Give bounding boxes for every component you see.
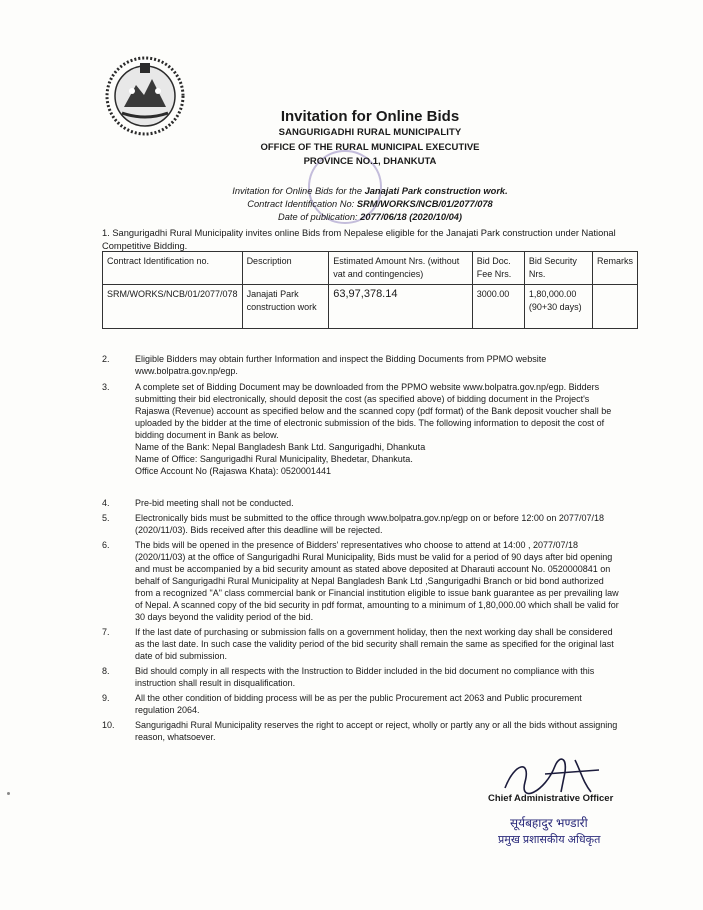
list-item bbox=[102, 497, 622, 509]
item-text: All the other condition of bidding process will be as per the public Procurement act 2063 and Public procurement regulation 2064. bbox=[135, 693, 582, 715]
th-bid-security: Bid Security Nrs. bbox=[524, 252, 592, 285]
list-item bbox=[102, 381, 622, 477]
th-bid-doc-fee: Bid Doc. Fee Nrs. bbox=[472, 252, 524, 285]
item-number: 9. bbox=[102, 693, 110, 703]
intro-2-bold: SRM/WORKS/NCB/01/2077/078 bbox=[356, 199, 493, 209]
item-text: A complete set of Bidding Document may be downloaded from the PPMO website www.bolpatra.gov.np/egp. Bidders submitting their bid electronically, should deposit the cost (as specified above) of bidding document in the Project's Rajaswa (Revenue) account as specified below and the scanned copy (pdf format) of the Bank deposit voucher shall be uploaded by the bidder at the time of electronic submission of the bids. The following information to deposit the cost of bidding document in Bank as below. Name of the Bank: Nepal Bangladesh Bank Ltd. Sangurigadhi, Dhankuta Name of Office: Sangurigadhi Rural Municipality, Bhedetar, Dhankuta. Office Account No (Rajaswa Khata): 0520001441 bbox=[135, 382, 612, 476]
intro-line-1 bbox=[180, 186, 560, 196]
table-row bbox=[103, 285, 638, 329]
bid-table bbox=[102, 251, 638, 329]
item-number: 10. bbox=[102, 720, 115, 730]
conditions-list bbox=[102, 353, 622, 746]
item-number: 8. bbox=[102, 666, 110, 676]
td-bid-security: 1,80,000.00 (90+30 days) bbox=[524, 285, 592, 329]
item-number: 3. bbox=[102, 382, 110, 392]
list-item bbox=[102, 539, 622, 623]
item-number: 2. bbox=[102, 354, 110, 364]
intro-2-prefix: Contract Identification No: bbox=[247, 199, 357, 209]
list-item bbox=[102, 692, 622, 716]
item-text: The bids will be opened in the presence of Bidders' representatives who choose to attend at 14:00 , 2077/07/18 (2020/11/03) at the office of Sangurigadhi Rural Municipality, Bids must be valid for a period of 90 days after bid opening and must be accompanied by a bid security amount as stated above deposited at Dharauti account No. 0520000841 on behalf of Sangurigadhi Rural Municipality at Nepal Bangladesh Bank Ltd ,Sangurigadhi Branch or bid bond authorized from a recognized "A" class commercial bank or Financial institution eligible to issue bank guarantee as per prevailing law of Nepal. A scanned copy of the bid security in pdf format, amounting to a minimum of 1,80,000.00 which shall be valid for 30 days beyond the validity period of the bid. bbox=[135, 540, 619, 622]
org-line-3: PROVINCE NO.1, DHANKUTA bbox=[303, 156, 437, 167]
nepal-emblem-icon bbox=[104, 55, 186, 137]
intro-line-3 bbox=[180, 212, 560, 222]
item-text: Sangurigadhi Rural Municipality reserves the right to accept or reject, wholly or partly any or all the bids without assigning reason, whatsoever. bbox=[135, 720, 618, 742]
td-remarks bbox=[592, 285, 637, 329]
intro-1-bold: Janajati Park construction work. bbox=[364, 186, 508, 196]
th-description: Description bbox=[242, 252, 329, 285]
intro-3-prefix: Date of publication: bbox=[277, 212, 361, 222]
item-number: 7. bbox=[102, 627, 110, 637]
org-line-1: SANGURIGADHI RURAL MUNICIPALITY bbox=[278, 127, 462, 138]
signatory-title: Chief Administrative Officer bbox=[488, 793, 614, 804]
signatory-designation: प्रमुख प्रशासकीय अधिकृत bbox=[498, 834, 601, 846]
list-item bbox=[102, 626, 622, 662]
item-text: Electronically bids must be submitted to the office through www.bolpatra.gov.np/egp on or before 12:00 on 2077/07/18 (2020/11/03). Bids received after this deadline will be rejected. bbox=[135, 513, 604, 535]
th-remarks: Remarks bbox=[592, 252, 637, 285]
page-title: Invitation for Online Bids bbox=[280, 108, 460, 125]
list-item bbox=[102, 665, 622, 689]
item-text: Eligible Bidders may obtain further Information and inspect the Bidding Documents from PPMO website www.bolpatra.gov.np/egp. bbox=[135, 354, 547, 376]
signatory-name: सूर्यबहादुर भण्डारी bbox=[510, 816, 588, 830]
th-estimated-amount: Estimated Amount Nrs. (without vat and contingencies) bbox=[329, 252, 472, 285]
td-estimated-amount: 63,97,378.14 bbox=[329, 285, 472, 329]
item-number: 6. bbox=[102, 540, 110, 550]
td-description: Janajati Park construction work bbox=[242, 285, 329, 329]
item-number: 5. bbox=[102, 513, 110, 523]
item-text: Bid should comply in all respects with the Instruction to Bidder included in the bid document no compliance with this instruction shall result in disqualification. bbox=[135, 666, 595, 688]
org-line-2: OFFICE OF THE RURAL MUNICIPAL EXECUTIVE bbox=[260, 142, 480, 153]
intro-1-prefix: Invitation for Online Bids for the bbox=[232, 186, 365, 196]
list-item bbox=[102, 353, 622, 377]
th-contract-id: Contract Identification no. bbox=[103, 252, 243, 285]
td-contract-id: SRM/WORKS/NCB/01/2077/078 bbox=[103, 285, 243, 329]
item-text: If the last date of purchasing or submission falls on a government holiday, then the next working day shall be considered as the last date. In such case the validity period of the bid security shall remain the same as specified for the original last date of bid submission. bbox=[135, 627, 614, 661]
item-text: Pre-bid meeting shall not be conducted. bbox=[135, 498, 294, 508]
list-item bbox=[102, 719, 622, 743]
table-header-row bbox=[103, 252, 638, 285]
td-bid-doc-fee: 3000.00 bbox=[472, 285, 524, 329]
scan-speck bbox=[7, 792, 10, 795]
item-number: 4. bbox=[102, 498, 110, 508]
list-item bbox=[102, 512, 622, 536]
intro-3-bold: 2077/06/18 (2020/10/04) bbox=[360, 212, 463, 222]
intro-line-2 bbox=[180, 199, 560, 209]
paragraph-1: 1. Sangurigadhi Rural Municipality invites online Bids from Nepalese eligible for the Janajati Park construction under National Competitive Bidding. bbox=[102, 228, 616, 251]
